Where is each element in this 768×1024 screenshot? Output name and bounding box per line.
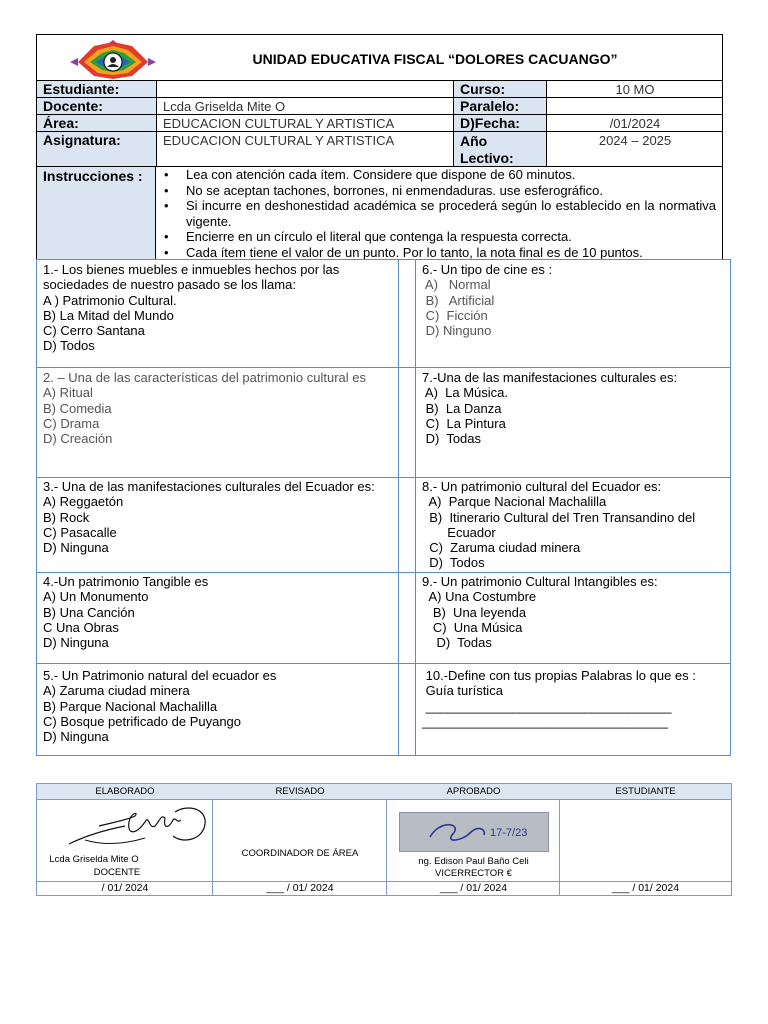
- header-revisado: REVISADO: [213, 784, 387, 799]
- docente-value: Lcda Griselda Mite O: [157, 98, 454, 114]
- answer-option[interactable]: C) Ficción: [422, 307, 488, 323]
- question-stem: 6.- Un tipo de cine es :: [422, 262, 553, 277]
- row-divider: [37, 572, 730, 573]
- answer-option[interactable]: A) Reggaetón: [43, 494, 124, 510]
- question-1: [43, 262, 373, 354]
- docente-label: Docente:: [37, 98, 157, 114]
- answer-option[interactable]: B) La Mitad del Mundo: [43, 307, 174, 323]
- answer-line[interactable]: __________________________________: [422, 713, 668, 729]
- answer-option[interactable]: C) Zaruma ciudad minera: [422, 540, 581, 556]
- elaborado-role: DOCENTE: [93, 867, 141, 878]
- question-stem: 1.- Los bienes muebles e inmuebles hechos por las sociedades de nuestro pasado se los llama:: [43, 262, 340, 293]
- question-stem: 7.-Una de las manifestaciones culturales es:: [422, 370, 678, 385]
- answer-option[interactable]: D) Ninguna: [43, 635, 109, 651]
- answer-option[interactable]: B) Rock: [43, 509, 90, 525]
- instructions-label: Instrucciones :: [37, 167, 156, 259]
- answer-option[interactable]: B) Comedia: [43, 400, 112, 416]
- answer-option[interactable]: C) Bosque petrificado de Puyango: [43, 713, 242, 729]
- answer-option[interactable]: C Una Obras: [43, 619, 119, 635]
- answer-option[interactable]: B) Artificial: [422, 292, 495, 308]
- answer-option[interactable]: B) Parque Nacional Machalilla: [43, 698, 218, 714]
- row-docente: [36, 98, 723, 115]
- header-estudiante: ESTUDIANTE: [560, 784, 731, 799]
- question-9: [422, 574, 722, 650]
- fecha-value: /01/2024: [609, 116, 661, 131]
- date-elaborado[interactable]: / 01/ 2024: [101, 882, 149, 894]
- answer-option[interactable]: D) Creación: [43, 431, 113, 447]
- instructions-list: [160, 167, 716, 260]
- question-3: [43, 479, 388, 555]
- revisado-role: COORDINADOR DE ÁREA: [241, 848, 359, 859]
- row-divider: [37, 477, 730, 478]
- answer-option-continuation: Ecuador: [422, 524, 496, 540]
- answer-option[interactable]: B) La Danza: [422, 400, 502, 416]
- answer-option[interactable]: A ) Patrimonio Cultural.: [43, 292, 177, 308]
- elaborado-name: Lcda Griselda Mite O: [49, 854, 139, 865]
- answer-option[interactable]: D) Ninguna: [43, 540, 109, 556]
- area-value: EDUCACION CULTURAL Y ARTISTICA: [157, 115, 454, 131]
- answer-option[interactable]: D) Todas: [422, 635, 492, 651]
- answer-option[interactable]: D) Ninguna: [43, 729, 109, 745]
- instruction-item: • Si incurre en deshonestidad académica se procederá según lo establecido en la normativa vigente.: [160, 198, 716, 229]
- school-title: UNIDAD EDUCATIVA FISCAL “DOLORES CACUANGO”: [252, 51, 618, 67]
- column-divider: [415, 260, 416, 755]
- answer-option[interactable]: A) La Música.: [422, 385, 508, 401]
- aprobado-name: ng. Edison Paul Baño Celi: [418, 856, 529, 867]
- row-estudiante: [36, 81, 723, 98]
- question-8: [422, 479, 727, 571]
- answer-option[interactable]: C) Una Música: [422, 619, 523, 635]
- signature-scribble-icon: [400, 813, 550, 853]
- row-divider: [37, 367, 730, 368]
- area-label: Área:: [37, 115, 157, 131]
- answer-option[interactable]: A) Parque Nacional Machalilla: [422, 494, 607, 510]
- question-stem: 4.-Un patrimonio Tangible es: [43, 574, 209, 589]
- anio-value: 2024 – 2025: [598, 133, 672, 148]
- instruction-item: • No se aceptan tachones, borrones, ni enmendaduras. use esferográfico.: [160, 183, 716, 199]
- answer-option[interactable]: D) Todos: [43, 338, 95, 354]
- question-2: [43, 370, 388, 446]
- question-stem: 10.-Define con tus propias Palabras lo que es :: [422, 668, 696, 683]
- school-emblem-icon: [70, 40, 156, 80]
- paralelo-field[interactable]: [547, 98, 723, 114]
- asignatura-value: EDUCACION CULTURAL Y ARTISTICA: [157, 132, 454, 166]
- answer-option[interactable]: A) Ritual: [43, 385, 93, 401]
- date-aprobado[interactable]: ___ / 01/ 2024: [439, 882, 508, 894]
- fecha-label: D)Fecha:: [454, 115, 547, 131]
- date-revisado[interactable]: ___ / 01/ 2024: [266, 882, 334, 894]
- question-stem: 8.- Un patrimonio cultural del Ecuador es:: [422, 479, 662, 494]
- question-stem: 3.- Una de las manifestaciones culturales del Ecuador es:: [43, 479, 375, 494]
- estudiante-field[interactable]: [157, 81, 454, 97]
- question-5: [43, 668, 388, 744]
- header-aprobado: APROBADO: [387, 784, 560, 799]
- instruction-item: • Encierre en un círculo el literal que contenga la respuesta correcta.: [160, 229, 716, 245]
- instruction-item: • Cada ítem tiene el valor de un punto. Por lo tanto, la nota final es de 10 puntos.: [160, 245, 716, 261]
- approval-table: [36, 783, 732, 896]
- question-stem: 5.- Un Patrimonio natural del ecuador es: [43, 668, 277, 683]
- question-7: [422, 370, 722, 446]
- answer-option[interactable]: D) Ninguno: [422, 323, 492, 339]
- signature-scribble-icon: [65, 800, 213, 856]
- answer-option[interactable]: C) Cerro Santana: [43, 323, 145, 339]
- answer-option[interactable]: C) La Pintura: [422, 415, 506, 431]
- paralelo-label: Paralelo:: [454, 98, 547, 114]
- aprobado-role: VICERRECTOR €: [435, 868, 512, 879]
- question-10: [422, 668, 727, 729]
- header-elaborado: ELABORADO: [37, 784, 213, 799]
- answer-option[interactable]: B) Itinerario Cultural del Tren Transandino del: [422, 509, 696, 525]
- question-stem: 2. – Una de las características del patrimonio cultural es: [43, 370, 366, 385]
- answer-option[interactable]: B) Una leyenda: [422, 604, 527, 620]
- column-divider: [398, 260, 399, 755]
- row-asignatura: [36, 132, 723, 167]
- stamp-text: 17-7/23: [490, 827, 528, 839]
- instruction-item: • Lea con atención cada ítem. Considere que dispone de 60 minutos.: [160, 167, 716, 183]
- answer-prompt: Guía turística: [422, 683, 503, 699]
- answer-option[interactable]: C) Pasacalle: [43, 524, 117, 540]
- answer-option[interactable]: C) Drama: [43, 415, 100, 431]
- row-area: [36, 115, 723, 132]
- date-estudiante[interactable]: ___ / 01/ 2024: [611, 882, 680, 894]
- answer-option[interactable]: D) Todas: [422, 431, 482, 447]
- answer-option[interactable]: A) Zaruma ciudad minera: [43, 683, 190, 699]
- curso-value: 10 MO: [615, 82, 655, 97]
- answer-option[interactable]: D) Todos: [422, 555, 485, 571]
- col-revisado: [213, 784, 387, 895]
- answer-line[interactable]: __________________________________: [422, 698, 672, 714]
- row-divider: [37, 663, 730, 664]
- question-4: [43, 574, 388, 650]
- question-6: [422, 262, 722, 338]
- answer-option[interactable]: A) Normal: [422, 277, 491, 293]
- answer-option[interactable]: A) Un Monumento: [43, 589, 149, 605]
- estudiante-label: Estudiante:: [37, 81, 157, 97]
- answer-option[interactable]: A) Una Costumbre: [422, 589, 537, 605]
- answer-option[interactable]: B) Una Canción: [43, 604, 135, 620]
- curso-label: Curso:: [454, 81, 547, 97]
- anio-label: Año Lectivo:: [454, 132, 547, 166]
- approval-stamp: [399, 812, 549, 852]
- question-stem: 9.- Un patrimonio Cultural Intangibles es:: [422, 574, 658, 589]
- asignatura-label: Asignatura:: [37, 132, 157, 166]
